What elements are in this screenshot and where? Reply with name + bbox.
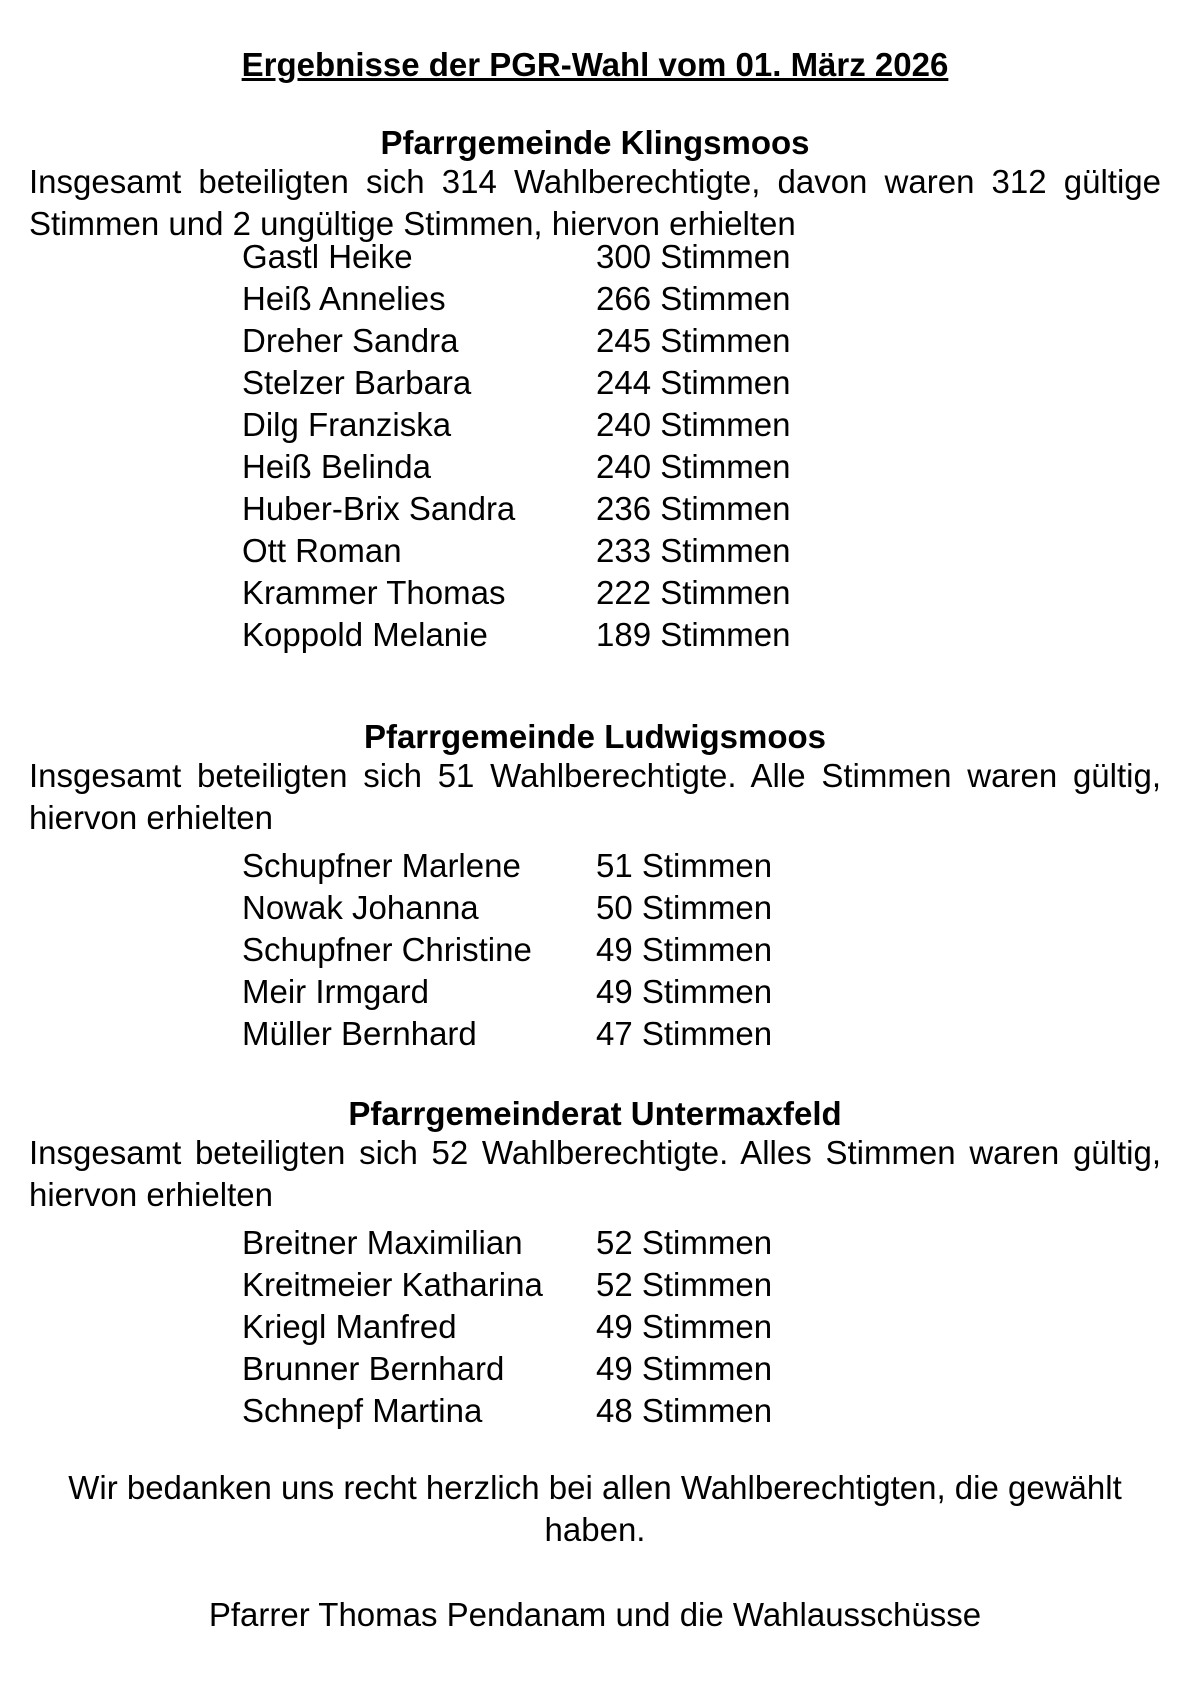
result-row (242, 1222, 772, 1264)
section-intro-untermaxfeld: Insgesamt beteiligten sich 52 Wahlberechtigte. Alles Stimmen waren gültig, hiervon erhielten (29, 1134, 1161, 1213)
candidate-name: Heiß Belinda (242, 448, 431, 485)
candidate-votes: 50 Stimmen (596, 889, 773, 926)
candidate-votes: 48 Stimmen (596, 1392, 773, 1429)
document-title: Ergebnisse der PGR-Wahl vom 01. März 2026 (241, 46, 949, 83)
candidate-votes: 240 Stimmen (596, 448, 791, 485)
candidate-name: Breitner Maximilian (242, 1224, 523, 1261)
result-row (242, 1013, 772, 1055)
section-intro-ludwigsmoos: Insgesamt beteiligten sich 51 Wahlberechtigte. Alle Stimmen waren gültig, hiervon erhielten (29, 757, 1161, 836)
candidate-votes: 52 Stimmen (596, 1266, 773, 1303)
candidate-votes: 47 Stimmen (596, 1015, 773, 1052)
candidate-name: Krammer Thomas (242, 574, 506, 611)
result-row (242, 530, 790, 572)
candidate-name: Dreher Sandra (242, 322, 459, 359)
result-row (242, 614, 790, 656)
candidate-votes: 49 Stimmen (596, 1308, 773, 1345)
candidate-name: Schupfner Christine (242, 931, 532, 968)
candidate-votes: 233 Stimmen (596, 532, 791, 569)
candidate-votes: 244 Stimmen (596, 364, 791, 401)
result-row (242, 1348, 772, 1390)
candidate-votes: 189 Stimmen (596, 616, 791, 653)
result-row (242, 971, 772, 1013)
candidate-votes: 236 Stimmen (596, 490, 791, 527)
signature: Pfarrer Thomas Pendanam und die Wahlausschüsse (208, 1596, 982, 1633)
results-list-ludwigsmoos (242, 845, 772, 1055)
section-heading-ludwigsmoos: Pfarrgemeinde Ludwigsmoos (363, 718, 827, 755)
candidate-name: Schnepf Martina (242, 1392, 483, 1429)
candidate-name: Kreitmeier Katharina (242, 1266, 543, 1303)
result-row (242, 572, 790, 614)
section-intro-klingsmoos: Insgesamt beteiligten sich 314 Wahlberechtigte, davon waren 312 gültige Stimmen und 2 ungültige Stimmen, hiervon erhielten (29, 163, 1161, 242)
result-row (242, 362, 790, 404)
candidate-name: Kriegl Manfred (242, 1308, 457, 1345)
candidate-name: Dilg Franziska (242, 406, 452, 443)
candidate-votes: 52 Stimmen (596, 1224, 773, 1261)
results-list-untermaxfeld (242, 1222, 772, 1432)
candidate-votes: 49 Stimmen (596, 973, 773, 1010)
results-list-klingsmoos (242, 236, 790, 656)
section-heading-klingsmoos: Pfarrgemeinde Klingsmoos (380, 124, 810, 161)
result-row (242, 887, 772, 929)
candidate-votes: 49 Stimmen (596, 1350, 773, 1387)
section-heading-untermaxfeld: Pfarrgemeinderat Untermaxfeld (348, 1095, 842, 1132)
candidate-votes: 222 Stimmen (596, 574, 791, 611)
candidate-name: Schupfner Marlene (242, 847, 521, 884)
candidate-name: Brunner Bernhard (242, 1350, 505, 1387)
candidate-name: Koppold Melanie (242, 616, 488, 653)
result-row (242, 404, 790, 446)
result-row (242, 1306, 772, 1348)
candidate-votes: 266 Stimmen (596, 280, 791, 317)
candidate-votes: 49 Stimmen (596, 931, 773, 968)
candidate-name: Meir Irmgard (242, 973, 430, 1010)
result-row (242, 278, 790, 320)
candidate-votes: 240 Stimmen (596, 406, 791, 443)
candidate-name: Huber-Brix Sandra (242, 490, 516, 527)
candidate-name: Müller Bernhard (242, 1015, 477, 1052)
candidate-votes: 245 Stimmen (596, 322, 791, 359)
result-row (242, 446, 790, 488)
candidate-name: Ott Roman (242, 532, 402, 569)
result-row (242, 320, 790, 362)
thanks-note: Wir bedanken uns recht herzlich bei allen Wahlberechtigten, die gewählt haben. (68, 1469, 1122, 1548)
candidate-votes: 300 Stimmen (596, 238, 791, 275)
result-row (242, 1390, 772, 1432)
result-row (242, 929, 772, 971)
candidate-votes: 51 Stimmen (596, 847, 773, 884)
candidate-name: Gastl Heike (242, 238, 413, 275)
candidate-name: Heiß Annelies (242, 280, 446, 317)
result-row (242, 488, 790, 530)
candidate-name: Stelzer Barbara (242, 364, 472, 401)
result-row (242, 845, 772, 887)
result-row (242, 236, 790, 278)
candidate-name: Nowak Johanna (242, 889, 479, 926)
result-row (242, 1264, 772, 1306)
